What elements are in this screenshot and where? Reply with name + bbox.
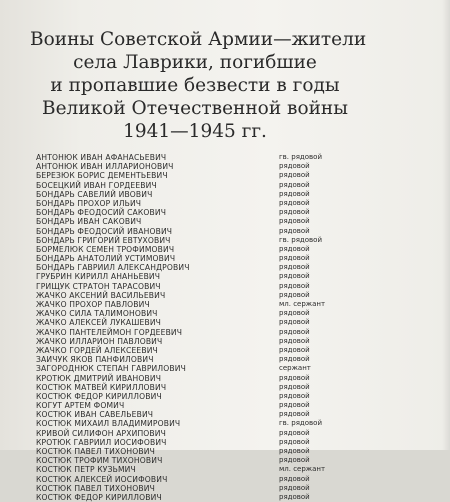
title-line: Воины Советской Армии—жители bbox=[30, 29, 367, 50]
list-item bbox=[36, 272, 416, 281]
list-item bbox=[36, 401, 416, 410]
military-rank: рядовой bbox=[279, 254, 310, 263]
person-name: БЕРЕЗЮК БОРИС ДЕМЕНТЬЕВИЧ bbox=[36, 171, 168, 181]
military-rank: рядовой bbox=[279, 391, 310, 400]
list-item bbox=[36, 300, 416, 309]
person-name: БОНДАРЬ ФЕОДОСИЙ ИВАНОВИЧ bbox=[36, 226, 173, 236]
list-item bbox=[36, 346, 416, 355]
military-rank: рядовой bbox=[279, 437, 310, 446]
person-name: КОСТЮК ФЕДОР КИРИЛЛОВИЧ bbox=[36, 492, 162, 502]
military-rank: рядовой bbox=[279, 345, 310, 354]
list-item bbox=[36, 410, 416, 419]
military-rank: рядовой bbox=[279, 162, 310, 171]
military-rank: рядовой bbox=[279, 180, 310, 189]
person-name: ЖАЧКО ПАНТЕЛЕЙМОН ГОРДЕЕВИЧ bbox=[36, 327, 183, 337]
military-rank: сержант bbox=[279, 364, 311, 373]
list-item bbox=[36, 337, 416, 346]
person-name: КРОТЮК ГАВРИИЛ ИОСИФОВИЧ bbox=[36, 437, 167, 447]
military-rank: рядовой bbox=[279, 474, 310, 483]
person-name: ЗАИЧУК ЯКОВ ПАНФИЛОВИЧ bbox=[36, 355, 154, 365]
person-name: БОНДАРЬ САВЕЛИЙ ИВОВИЧ bbox=[36, 189, 153, 199]
person-name: КОСТЮК ПАВЕЛ ТИХОНОВИЧ bbox=[36, 447, 155, 456]
military-rank: рядовой bbox=[279, 492, 310, 501]
list-item bbox=[36, 208, 416, 217]
list-item bbox=[36, 181, 416, 190]
list-item bbox=[36, 217, 416, 226]
military-rank: рядовой bbox=[279, 272, 310, 281]
list-item bbox=[36, 162, 416, 171]
military-rank: рядовой bbox=[279, 428, 310, 437]
military-rank: рядовой bbox=[279, 401, 310, 410]
list-item bbox=[36, 171, 416, 180]
person-name: БОСЕЦКИЙ ИВАН ГОРДЕЕВИЧ bbox=[36, 180, 157, 190]
person-name: БОНДАРЬ ФЕОДОСИЙ САКОВИЧ bbox=[36, 208, 167, 218]
person-name: КОСТЮК ТРОФИМ ТИХОНОВИЧ bbox=[36, 456, 163, 466]
military-rank: рядовой bbox=[279, 226, 310, 235]
list-item bbox=[36, 309, 416, 318]
list-item bbox=[36, 328, 416, 337]
person-name: КОСТЮК АЛЕКСЕЙ ИОСИФОВИЧ bbox=[36, 474, 168, 484]
military-rank: рядовой bbox=[279, 309, 310, 318]
list-item bbox=[36, 190, 416, 199]
list-item bbox=[36, 438, 416, 447]
title-line: и пропавшие безвести в годы bbox=[50, 75, 340, 96]
page-title bbox=[30, 28, 367, 143]
military-rank: рядовой bbox=[279, 281, 310, 290]
person-name: КОГУТ АРТЕМ ФОМИЧ bbox=[36, 401, 125, 411]
military-rank: рядовой bbox=[279, 373, 310, 382]
list-item bbox=[36, 199, 416, 208]
military-rank: рядовой bbox=[279, 290, 310, 299]
person-name: БОНДАРЬ ИВАН САКОВИЧ bbox=[36, 217, 142, 227]
military-rank: рядовой bbox=[279, 208, 310, 217]
military-rank: рядовой bbox=[279, 244, 310, 253]
person-name: БОНДАРЬ ГАВРИИЛ АЛЕКСАНДРОВИЧ bbox=[36, 263, 190, 273]
list-item bbox=[36, 475, 416, 484]
person-name: ГРИЩУК СТРАТОН ТАРАСОВИЧ bbox=[36, 281, 161, 291]
military-rank: рядовой bbox=[279, 171, 310, 180]
list-item bbox=[36, 364, 416, 373]
military-rank: рядовой bbox=[279, 318, 310, 327]
list-item bbox=[36, 429, 416, 438]
military-rank: рядовой bbox=[279, 456, 310, 465]
list-item bbox=[36, 484, 416, 493]
list-item bbox=[36, 465, 416, 474]
person-name: ГРУБРИН КИРИЛЛ АНАНЬЕВИЧ bbox=[36, 272, 161, 282]
person-name: ЖАЧКО ИЛЛАРИОН ПАВЛОВИЧ bbox=[36, 336, 163, 346]
military-rank: рядовой bbox=[279, 189, 310, 198]
person-name: КОСТЮК ПАВЕЛ ТИХОНОВИЧ bbox=[36, 483, 155, 493]
list-item bbox=[36, 227, 416, 236]
title-line: Великой Отечественной войны bbox=[42, 98, 348, 119]
person-name: КОСТЮК МАТВЕЙ КИРИЛЛОВИЧ bbox=[36, 382, 167, 392]
person-name: КОСТЮК МИХАИЛ ВЛАДИМИРОВИЧ bbox=[36, 419, 181, 429]
person-name: АНТОНЮК ИВАН АФАНАСЬЕВИЧ bbox=[36, 153, 167, 162]
list-item bbox=[36, 374, 416, 383]
list-item bbox=[36, 291, 416, 300]
military-rank: гв. рядовой bbox=[279, 419, 322, 428]
person-name: ЗАГОРОДНЮК СТЕПАН ГАВРИЛОВИЧ bbox=[36, 364, 186, 374]
person-name: ЖАЧКО ПРОХОР ПАВЛОВИЧ bbox=[36, 300, 150, 309]
military-rank: рядовой bbox=[279, 327, 310, 336]
military-rank: рядовой bbox=[279, 483, 310, 492]
person-name: КОСТЮК ИВАН САВЕЛЬЕВИЧ bbox=[36, 410, 154, 420]
page-edge-shadow bbox=[442, 0, 450, 450]
names-list bbox=[36, 153, 416, 502]
list-item bbox=[36, 236, 416, 245]
person-name: ЖАЧКО АЛЕКСЕЙ ЛУКАШЕВИЧ bbox=[36, 318, 162, 328]
list-item bbox=[36, 254, 416, 263]
list-item bbox=[36, 263, 416, 272]
military-rank: рядовой bbox=[279, 217, 310, 226]
military-rank: мл. сержант bbox=[279, 465, 326, 474]
person-name: КОСТЮК ФЕДОР КИРИЛЛОВИЧ bbox=[36, 391, 162, 401]
list-item bbox=[36, 318, 416, 327]
list-item bbox=[36, 392, 416, 401]
list-item bbox=[36, 245, 416, 254]
military-rank: рядовой bbox=[279, 355, 310, 364]
person-name: БОНДАРЬ ГРИГОРИЙ ЕВТУХОВИЧ bbox=[36, 235, 171, 245]
person-name: ЖАЧКО ГОРДЕЙ АЛЕКСЕЕВИЧ bbox=[36, 345, 158, 355]
military-rank: рядовой bbox=[279, 447, 310, 455]
military-rank: рядовой bbox=[279, 336, 310, 345]
title-line: села Лаврики, погибшие bbox=[73, 52, 317, 73]
military-rank: рядовой bbox=[279, 382, 310, 391]
person-name: БОНДАРЬ АНАТОЛИЙ УСТИМОВИЧ bbox=[36, 254, 176, 264]
person-name: КОСТЮК ПЕТР КУЗЬМИЧ bbox=[36, 465, 136, 475]
person-name: БОРМЕЛЮК СЕМЕН ТРОФИМОВИЧ bbox=[36, 244, 175, 254]
person-name: КРОТЮК ДМИТРИЙ ИВАНОВИЧ bbox=[36, 373, 162, 383]
military-rank: гв. рядовой bbox=[279, 153, 322, 161]
list-item bbox=[36, 383, 416, 392]
military-rank: мл. сержант bbox=[279, 300, 326, 308]
list-item bbox=[36, 493, 416, 502]
person-name: ЖАЧКО СИЛА ТАЛИМОНОВИЧ bbox=[36, 309, 158, 319]
military-rank: рядовой bbox=[279, 410, 310, 419]
person-name: ЖАЧКО АКСЕНИЙ ВАСИЛЬЕВИЧ bbox=[36, 290, 166, 300]
person-name: АНТОНЮК ИВАН ИЛЛАРИОНОВИЧ bbox=[36, 162, 174, 172]
list-item bbox=[36, 282, 416, 291]
list-item bbox=[36, 456, 416, 465]
person-name: КРИВОЙ СИЛИФОН АРХИПОВИЧ bbox=[36, 428, 166, 438]
list-item bbox=[36, 355, 416, 364]
list-item bbox=[36, 153, 416, 162]
military-rank: гв. рядовой bbox=[279, 235, 322, 244]
title-line: 1941—1945 гг. bbox=[123, 121, 267, 142]
military-rank: рядовой bbox=[279, 263, 310, 272]
list-item bbox=[36, 419, 416, 428]
list-item bbox=[36, 447, 416, 456]
military-rank: рядовой bbox=[279, 198, 310, 207]
person-name: БОНДАРЬ ПРОХОР ИЛЬИЧ bbox=[36, 198, 142, 208]
